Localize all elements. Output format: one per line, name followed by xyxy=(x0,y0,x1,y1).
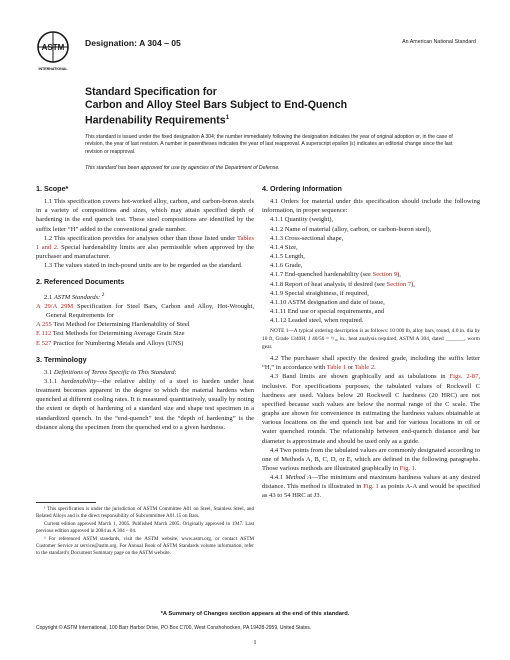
list-item: 4.1.2 Name of material (alloy, carbon, or carbon-boron steel), xyxy=(270,225,432,233)
section-7-link[interactable]: Section 7 xyxy=(386,280,412,288)
paragraph-4-4-1: 4.4.1 Method A—The minimum and maximum hardness values at any desired distance. This method is illustrated in Fig. 1 as points A-A and would be specified as 43 to 54 HRC at J3. xyxy=(262,474,481,500)
list-item: 4.1.11 End use or special requirements, and xyxy=(270,308,385,316)
paragraph-4-3: 4.3 Band limits are shown graphically and as tabulations in Figs. 2-87, inclusive. For specifications purposes, the tabulated values of Rockwell C hardness are used. Values below 20 Rockwell C hardness (20 HRC) are not specified because such values are below the normal range of the C scale. The graphs are shown for convenience in estimating the hardness values obtainable at various locations on the end quench test bar and for various locations in oil or water quenched rounds. The relationship between end-quench distance and bar diameter is approximate and should be used only as a guide. xyxy=(262,373,480,445)
fig-1-link-2[interactable]: Fig. 1 xyxy=(363,483,379,491)
paragraph-3-1: 3.1 Definitions of Terms Specific to This Standard: xyxy=(44,368,177,376)
reference-item: A 29/A 29M Specification for Steel Bars, Carbon and Alloy, Hot-Wrought, General Requirements for xyxy=(36,302,254,320)
figs-2-87-link[interactable]: Figs. 2-87 xyxy=(449,373,479,381)
list-item: 4.1.5 Length, xyxy=(270,253,305,261)
table-1-link[interactable]: Table 1 xyxy=(326,364,347,372)
list-item: 4.1.8 Report of heat analysis, if desired (see Section 7), xyxy=(270,280,415,288)
paragraph-1-3: 1.3 The values stated in inch-pound units are to be regarded as the standard. xyxy=(44,262,243,270)
paragraph-4-2: 4.2 The purchaser shall specify the desired grade, including the suffix letter “H,” in accordance with Table 1 or Table 2. xyxy=(262,355,480,372)
footnote-2: ² For referenced ASTM standards, visit the ASTM website, www.astm.org, or contact ASTM Customer Service at service@astm.org. For Annual Book of ASTM Standards volume information, refer to the standard’s Document Summary page on the ASTM website. xyxy=(36,536,254,556)
list-item: 4.1.7 End-quenched hardenability (see Section 9), xyxy=(270,271,401,279)
designation: Designation: A 304 – 05 xyxy=(85,38,181,48)
american-national-standard-label: An American National Standard xyxy=(402,39,476,45)
paragraph-4-1: 4.1 Orders for material under this specification should include the following information, in proper sequence: xyxy=(262,198,480,215)
footnotes xyxy=(36,506,254,558)
issue-note: This standard is issued under the fixed designation A 304; the number immediately following the designation indicates the year of original adoption or, in the case of revision, the year of last revision. A number in parentheses indicates the year of last reapproval. A superscript epsilon (ε) indicates an editorial change since the last revision or reapproval. xyxy=(85,134,453,155)
left-column xyxy=(36,184,254,432)
approved-note: This standard has been approved for use by agencies of the Department of Defense. xyxy=(85,165,280,171)
title-line-3: Hardenability Requirements xyxy=(85,114,226,127)
svg-text:INTERNATIONAL: INTERNATIONAL xyxy=(38,67,68,71)
list-item: 4.1.4 Size, xyxy=(270,243,298,251)
fig-1-link[interactable]: Fig. 1 xyxy=(399,465,415,472)
list-item: 4.1.3 Cross-sectional shape, xyxy=(270,234,344,242)
ref-link-e112[interactable]: E 112 xyxy=(36,330,52,338)
ref-link-a255[interactable]: A 255 xyxy=(36,321,52,329)
title-line-1: Standard Specification for xyxy=(85,86,217,98)
list-item: 4.1.9 Special straightness, if required, xyxy=(270,289,369,297)
table-2-link[interactable]: Table 2 xyxy=(354,364,375,372)
list-item: 4.1.6 Grade, xyxy=(270,262,303,270)
section-heading-terminology: 3. Terminology xyxy=(36,354,87,364)
title-line-2: Carbon and Alloy Steel Bars Subject to End-Quench xyxy=(85,98,348,111)
paragraph-1-2: 1.2 This specification provides for analyses other than those listed under Tables 1 and 2. Special hardenability limits are also permissible when approved by the purchaser and manufacturer. xyxy=(36,234,254,261)
paragraph-3-1-1: 3.1.1 hardenability—the relative ability of a steel to harden under heat treatment becomes apparent in the degree to which the material hardens when quenched at different cooling rates. It is measured quantitatively, usually by noting the extent or depth of hardening of a standard size and shape test specimen in a standardized quench. In the “end-quench” test the “depth of hardening” is the distance along the specimen from the quenched end to a given hardness. xyxy=(36,377,254,431)
footnote-1: ¹ This specification is under the jurisdiction of ASTM Committee A01 on Steel, Stainless Steel, and Related Alloys and is the direct responsibility of Subcommittee A01.15 on Bars. xyxy=(36,506,254,519)
right-column xyxy=(262,184,480,501)
svg-text:ASTM: ASTM xyxy=(41,43,65,52)
reference-item: E 112 Test Methods for Determining Average Grain Size xyxy=(36,330,185,338)
astm-logo-icon xyxy=(34,30,72,72)
section-heading-ordering-information: 4. Ordering Information xyxy=(262,184,342,193)
section-heading-scope: 1. Scope* xyxy=(36,184,69,193)
reference-item: E 527 Practice for Numbering Metals and Alloys (UNS) xyxy=(36,339,184,347)
title-footnote-marker: 1 xyxy=(225,114,230,121)
paragraph-2-1: 2.1 ASTM Standards: $^2$ xyxy=(44,291,105,301)
ref-link-a29[interactable]: A 29/A 29M xyxy=(36,302,74,310)
footnote-divider xyxy=(36,502,96,503)
section-9-link[interactable]: Section 9 xyxy=(372,271,398,279)
section-heading-referenced-documents: 2. Referenced Documents xyxy=(36,277,125,287)
paragraph-4-4: 4.4 Two points from the tabulated values are commonly designated according to one of Methods A, B, C, D, or E, which are defined in the following paragraphs. Those various methods are illustrated graphically in Fig. 1. xyxy=(262,446,480,472)
footnote-1-approval: Current edition approved March 1, 2005. Published March 2005. Originally approved in 1947. Last previous edition approved in 2004 as A 304 – 04. xyxy=(36,521,254,534)
copyright: Copyright © ASTM International, 100 Barr Harbor Drive, PO Box C700, West Conshohocken, PA 19428-2959, United States. xyxy=(36,625,312,631)
note-1: NOTE 1—A typical ordering description is as follows: 10 000 lb, alloy bars, round, 4.0 in. dia by 10 ft, Grade 1340H, J 40/56 = ⁶/₁₆ in., heat analysis required, ASTM A 304, dated _______, worm gear. xyxy=(262,328,480,350)
list-item: 4.1.10 ASTM designation and date of issue, xyxy=(270,298,385,306)
list-item: 4.1.12 Leaded steel, when required. xyxy=(270,317,364,325)
summary-of-changes-note: *A Summary of Changes section appears at the end of this standard. xyxy=(160,611,350,617)
tables-1-2-link[interactable]: Tables 1 and 2 xyxy=(36,234,254,251)
paragraph-1-1: 1.1 This specification covers hot-worked alloy, carbon, and carbon-boron steels in a variety of compositions and sizes, which may attain specified depth of hardening in the end quench test. These steel compositions are identified by the suffix letter “H” added to the conventional grade number. xyxy=(36,198,254,233)
list-item: 4.1.1 Quantity (weight), xyxy=(270,216,334,224)
reference-item: A 255 Test Method for Determining Hardenability of Steel xyxy=(36,321,190,329)
document-title xyxy=(85,86,445,127)
page-number: 1 xyxy=(253,639,257,646)
ref-link-e527[interactable]: E 527 xyxy=(36,339,52,347)
